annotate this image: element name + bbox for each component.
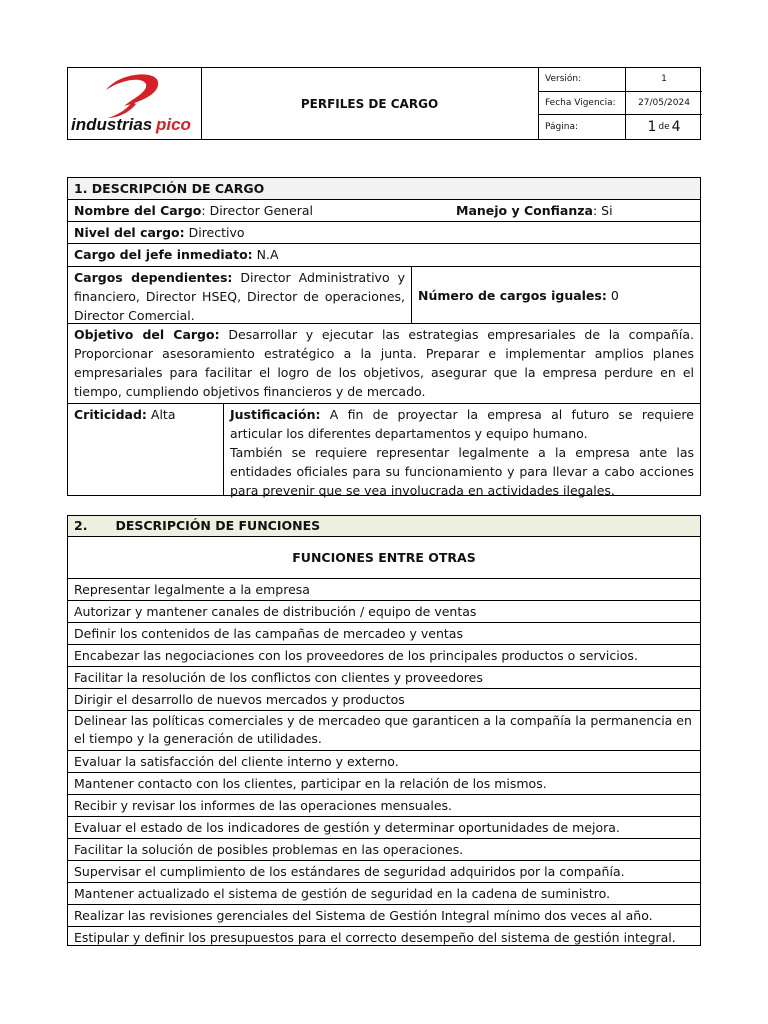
justification-label: Justificación: — [230, 407, 321, 422]
document-title: PERFILES DE CARGO — [300, 96, 439, 111]
logo-swoosh-icon — [68, 68, 201, 139]
page-label: Página: — [539, 115, 626, 139]
function-item: Recibir y revisar los informes de las operaciones mensuales. — [68, 794, 700, 816]
job-description-section — [67, 177, 701, 496]
section-2-number: 2. — [74, 518, 88, 533]
criticality-value: Alta — [146, 407, 176, 422]
boss-value: N.A — [252, 247, 279, 262]
function-item: Autorizar y mantener canales de distribución / equipo de ventas — [68, 600, 700, 622]
dependents-value: Director Administrativo y financiero, Director HSEQ, Director de operaciones, Director Comercial. — [74, 270, 405, 323]
equal-positions-value: 0 — [606, 287, 619, 303]
function-item: Delinear las políticas comerciales y de mercadeo que garanticen a la compañía la permanencia en el tiempo y la generación de utilidades. — [68, 710, 700, 750]
trust-value: : Si — [592, 203, 613, 218]
function-item: Facilitar la solución de posibles problemas en las operaciones. — [68, 838, 700, 860]
justification-paragraph-1 — [230, 405, 694, 443]
page-value — [626, 115, 702, 139]
function-item: Mantener actualizado el sistema de gestión de seguridad en la cadena de suministro. — [68, 882, 700, 904]
dependents-label: Cargos dependientes: — [74, 270, 233, 285]
functions-subheading: FUNCIONES ENTRE OTRAS — [68, 536, 700, 578]
page-total: 4 — [671, 118, 681, 135]
version-label: Versión: — [539, 68, 626, 91]
function-item: Facilitar la resolución de los conflictos con clientes y proveedores — [68, 666, 700, 688]
date-value: 27/05/2024 — [638, 97, 690, 108]
function-item: Realizar las revisiones gerenciales del Sistema de Gestión Integral mínimo dos veces al año. — [68, 904, 700, 926]
job-level-row — [68, 221, 700, 243]
justification-paragraph-2: También se requiere representar legalmente a la empresa ante las entidades oficiales para su funcionamiento y para llevar a cabo acciones para prevenir que se vea involucrada en actividades ilegales. — [230, 445, 694, 498]
document-header — [67, 67, 701, 140]
objective-cell — [68, 323, 700, 403]
function-item: Supervisar el cumplimiento de los estándares de seguridad adquiridos por la compañía. — [68, 860, 700, 882]
page-current: 1 — [647, 118, 657, 135]
version-row — [539, 68, 702, 92]
section-1-heading: 1. DESCRIPCIÓN DE CARGO — [68, 178, 700, 199]
section-2-title: DESCRIPCIÓN DE FUNCIONES — [115, 518, 321, 533]
document-meta — [538, 68, 702, 139]
job-level-label: Nivel del cargo: — [74, 225, 185, 240]
page-of: de — [658, 121, 670, 132]
criticality-label: Criticidad: — [74, 407, 147, 422]
job-name-row — [68, 199, 700, 221]
function-item: Representar legalmente a la empresa — [68, 578, 700, 600]
function-item: Dirigir el desarrollo de nuevos mercados y productos — [68, 688, 700, 710]
justification-value: A fin de proyectar la empresa al futuro se requiere articular los diferentes departamentos y equipo humano. — [230, 407, 694, 441]
date-label: Fecha Vigencia: — [539, 92, 626, 115]
job-name-label: Nombre del Cargo — [74, 203, 202, 218]
date-row — [539, 92, 702, 116]
objective-label: Objetivo del Cargo: — [74, 327, 220, 342]
function-item: Evaluar la satisfacción del cliente interno y externo. — [68, 750, 700, 772]
company-logo — [68, 68, 202, 139]
objective-value: Desarrollar y ejecutar las estrategias empresariales de la compañía. Proporcionar asesoramiento estratégico a la junta. Preparar e implementar amplios planes empresariales para facilitar el logro de los objetivos, asegurar que la empresa perdure en el tiempo, cumpliendo objetivos financieros y de mercado. — [74, 327, 694, 399]
dependents-cell — [68, 266, 411, 323]
boss-label: Cargo del jefe inmediato: — [74, 247, 253, 262]
function-item: Evaluar el estado de los indicadores de gestión y determinar oportunidades de mejora. — [68, 816, 700, 838]
job-name-value: : Director General — [201, 203, 314, 218]
function-item: Definir los contenidos de las campañas de mercadeo y ventas — [68, 622, 700, 644]
equal-positions-cell — [411, 266, 700, 323]
justification-cell — [223, 403, 700, 498]
trust-field — [456, 201, 613, 220]
function-item: Estipular y definir los presupuestos para el correcto desempeño del sistema de gestión integral. — [68, 926, 700, 948]
functions-section — [67, 515, 701, 946]
page-row — [539, 115, 702, 139]
function-item: Mantener contacto con los clientes, participar en la relación de los mismos. — [68, 772, 700, 794]
criticality-cell — [68, 403, 223, 495]
equal-positions-label: Número de cargos iguales: — [418, 287, 607, 303]
logo-text-b: pico — [156, 115, 191, 134]
job-level-value: Directivo — [184, 225, 245, 240]
trust-label: Manejo y Confianza — [456, 203, 593, 218]
boss-row — [68, 243, 700, 266]
logo-text-a: industrias — [71, 115, 153, 134]
version-value: 1 — [661, 74, 667, 85]
section-2-heading — [68, 516, 700, 536]
function-item: Encabezar las negociaciones con los proveedores de los principales productos o servicios. — [68, 644, 700, 666]
